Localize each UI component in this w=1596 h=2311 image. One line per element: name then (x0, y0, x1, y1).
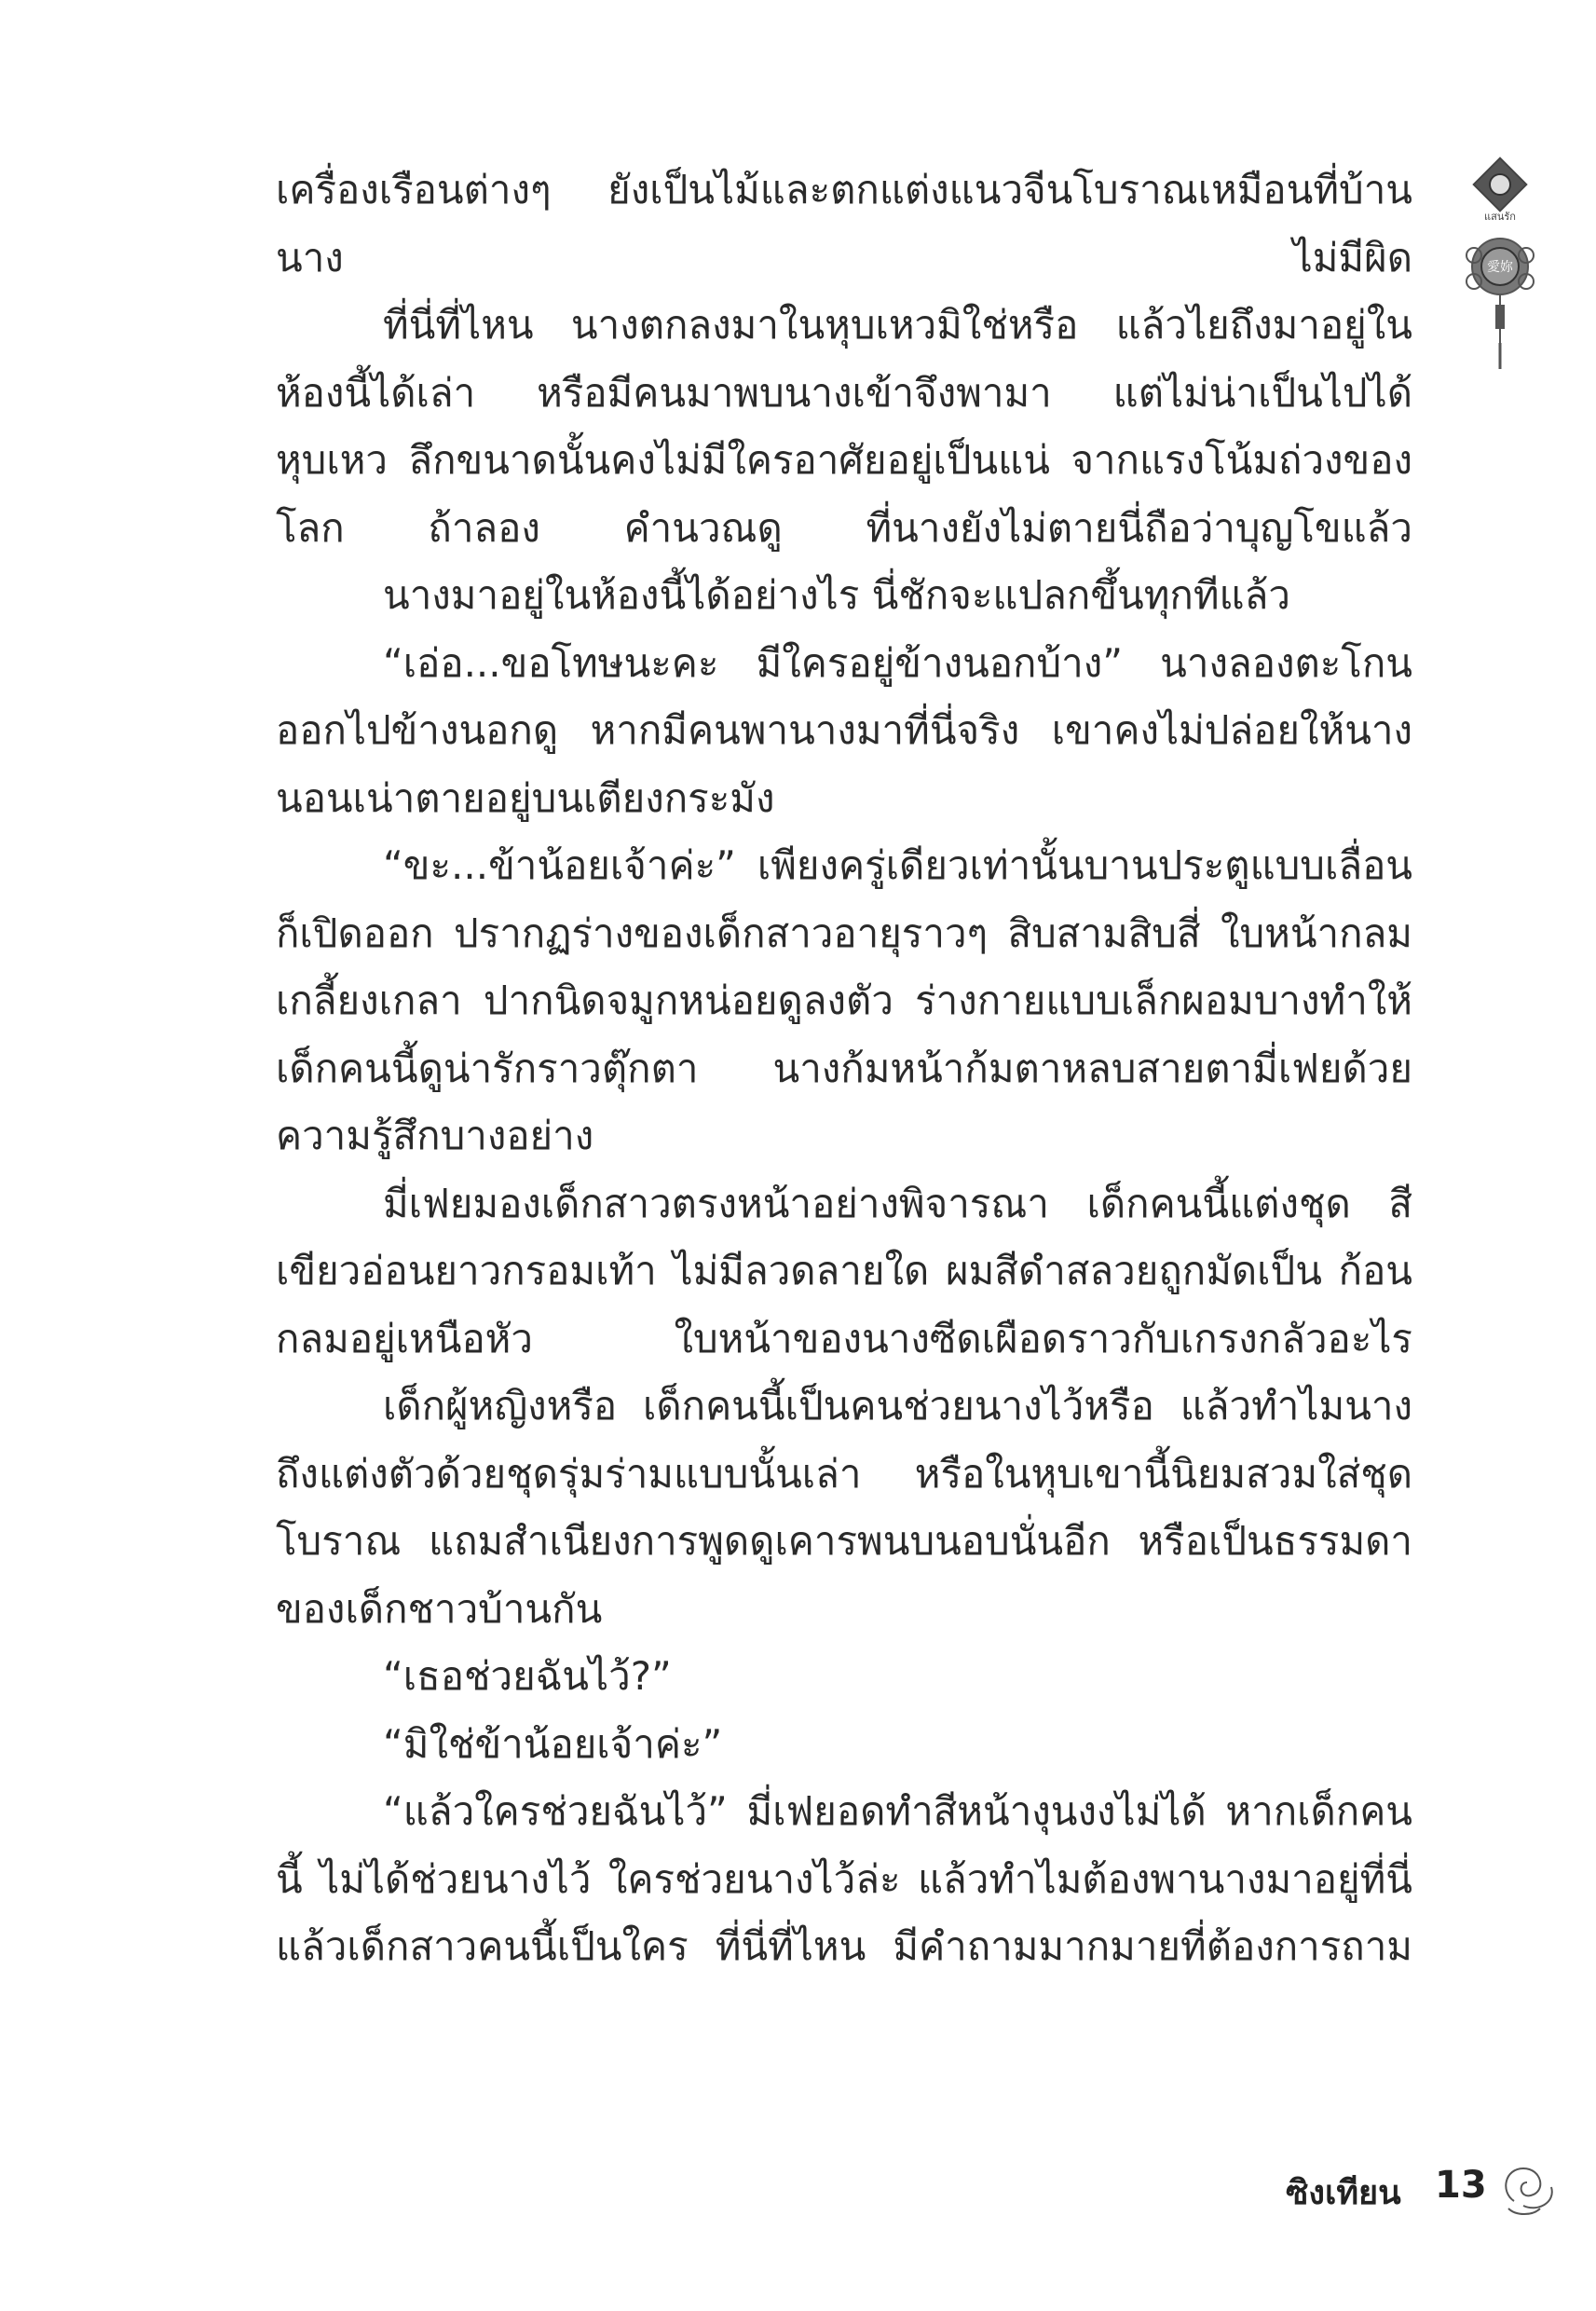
page-footer (1286, 2154, 1565, 2229)
body-text (276, 157, 1412, 1981)
swirl-ornament-icon (1495, 2154, 1561, 2220)
book-title: ซิงเทียน (1286, 2173, 1401, 2212)
paragraph-9: “มิใช่ข้าน้อยเจ้าค่ะ” (383, 1720, 723, 1767)
ornament-label: แสนรัก (1484, 211, 1516, 223)
ornament-emblem-text: 愛妳 (1487, 260, 1513, 275)
paragraph-4: “เอ่อ...ขอโทษนะคะ มีใครอยู่ข้างนอกบ้าง” นางลองตะโกน ออกไปข้างนอกดู หากมีคนพานางมาที่นี่จริง เขาคงไม่ปล่อยให้นาง นอนเน่าตายอยู่บนเตียงกระมัง (276, 639, 1412, 821)
paragraph-6: มี่เฟยมองเด็กสาวตรงหน้าอย่างพิจารณา เด็กคนนี้แต่งชุด สีเขียวอ่อนยาวกรอมเท้า ไม่มีลวดลายใด ผมสีดำสลวยถูกมัดเป็น ก้อนกลมอยู่เหนือหัว ใบหน้าของนางซีดเผือดราวกับเกรงกลัวอะไร (276, 1180, 1412, 1361)
page-number: 13 (1435, 2164, 1487, 2207)
paragraph-10: “แล้วใครช่วยฉันไว้” มี่เฟยอดทำสีหน้างุนงงไม่ได้ หากเด็กคนนี้ ไม่ได้ช่วยนางไว้ ใครช่วยนางไว้ล่ะ แล้วทำไมต้องพานางมาอยู่ที่นี่ แล้วเด็กสาวคนนี้เป็นใคร ที่นี่ที่ไหน มีคำถามมากมายที่ต้องการถาม (276, 1788, 1412, 1969)
paragraph-7: เด็กผู้หญิงหรือ เด็กคนนี้เป็นคนช่วยนางไว้หรือ แล้วทำไมนาง ถึงแต่งตัวด้วยชุดรุ่มร่ามแบบนั้นเล่า หรือในหุบเขานี้นิยมสวมใส่ชุด โบราณ แถมสำเนียงการพูดดูเคารพนบนอบนั่นอีก หรือเป็นธรรมดา ของเด็กชาวบ้านกัน (276, 1383, 1412, 1632)
chinese-knot-ornament-icon (1461, 157, 1539, 380)
paragraph-8: “เธอช่วยฉันไว้?” (383, 1653, 672, 1699)
paragraph-5: “ขะ...ข้าน้อยเจ้าค่ะ” เพียงครู่เดียวเท่านั้นบานประตูแบบเลื่อน ก็เปิดออก ปรากฏร่างของเด็กสาวอายุราวๆ สิบสามสิบสี่ ใบหน้ากลม เกลี้ยงเกลา ปากนิดจมูกหน่อยดูลงตัว ร่างกายแบบเล็กผอมบางทำให้ เด็กคนนี้ดูน่ารักราวตุ๊กตา นางก้มหน้าก้มตาหลบสายตามี่เฟยด้วย ความรู้สึกบางอย่าง (276, 842, 1412, 1158)
paragraph-3: นางมาอยู่ในห้องนี้ได้อย่างไร นี่ชักจะแปลกขึ้นทุกทีแล้ว (383, 572, 1290, 618)
paragraph-1: เครื่องเรือนต่างๆ ยังเป็นไม้และตกแต่งแนวจีนโบราณเหมือนที่บ้านนาง ไม่มีผิด (276, 167, 1412, 280)
paragraph-2: ที่นี่ที่ไหน นางตกลงมาในหุบเหวมิใช่หรือ แล้วไยถึงมาอยู่ใน ห้องนี้ได้เล่า หรือมีคนมาพบนางเข้าจึงพามา แต่ไม่น่าเป็นไปได้ หุบเหว ลึกขนาดนั้นคงไม่มีใครอาศัยอยู่เป็นแน่ จากแรงโน้มถ่วงของโลก ถ้าลอง คำนวณดู ที่นางยังไม่ตายนี่ถือว่าบุญโขแล้ว (276, 302, 1412, 551)
